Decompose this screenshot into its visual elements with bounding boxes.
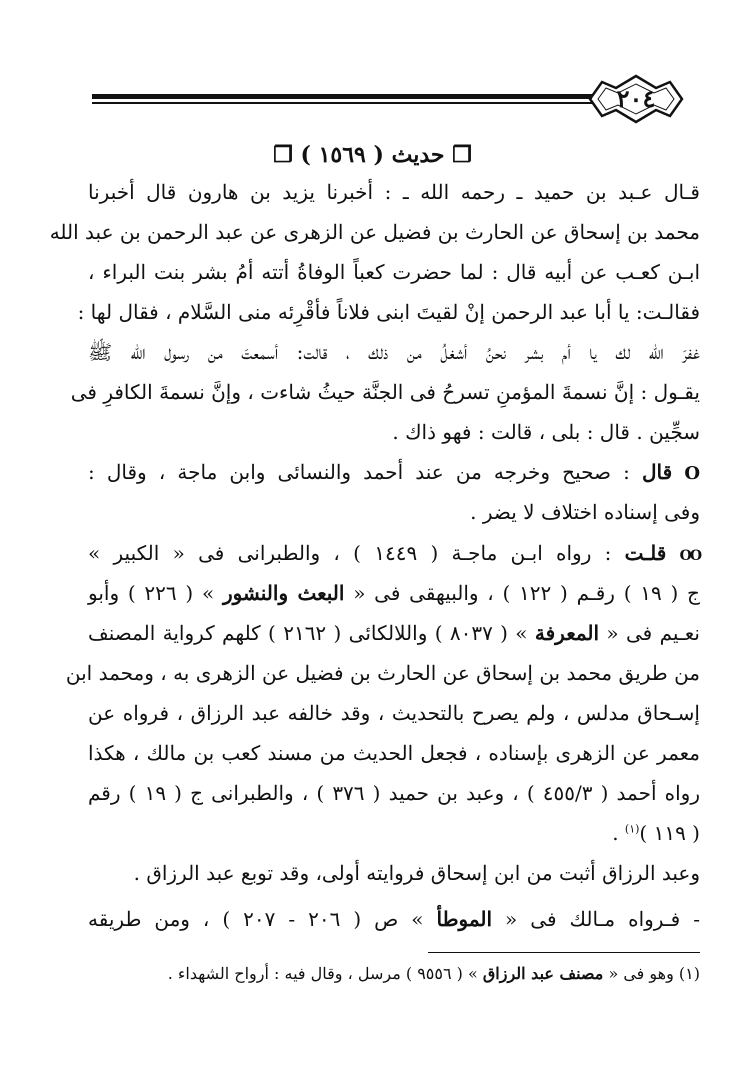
qala-label: قال	[642, 460, 673, 484]
text-segment: » ( ٢٢٦ ) وأبو	[88, 581, 223, 605]
text-line	[88, 613, 700, 653]
text-line: إسـحاق مدلس ، ولم يصرح بالتحديث ، وقد خالفه عبد الرزاق ، فرواه عن	[88, 701, 700, 725]
text-segment: (١) وهو فى «	[603, 964, 700, 983]
text-line	[88, 896, 700, 942]
text-line: معمر عن الزهرى بإسناده ، فجعل الحديث من مسند كعب بن مالك ، هكذا	[88, 741, 700, 765]
page-header	[92, 72, 692, 126]
qultu-text: : رواه ابـن ماجـة ( ١٤٤٩ ) ، والطبرانى فى « الكبير »	[88, 541, 625, 565]
text-segment: ج ( ١٩ ) رقـم ( ١٢٢ ) ، والبيهقى فى «	[344, 581, 700, 605]
continuation-paragraph	[88, 850, 700, 942]
book-title: البعث والنشور	[222, 581, 345, 605]
page-number: ٢٠٤	[616, 84, 656, 113]
bullet-icon: O	[684, 463, 701, 484]
text-line: سجِّين . قال : بلى ، قالت : فهو ذاك .	[392, 420, 700, 444]
text-segment: .	[612, 821, 625, 845]
text-line	[88, 452, 700, 492]
footnote	[88, 954, 700, 994]
text-line	[88, 813, 700, 853]
qala-paragraph	[88, 452, 700, 532]
double-bullet-icon: OO	[679, 548, 701, 564]
text-segment: ( ١١٩ )	[639, 821, 700, 845]
header-rule	[92, 94, 592, 99]
text-line: فقالـت: يا أبا عبد الرحمن إنْ لقيتَ ابنى فلاناً فأقْرِئه منى السَّلام ، فقال لها :	[77, 300, 700, 324]
text-line: رواه أحمد ( ٤٥٥/٣ ) ، وعبد بن حميد ( ٣٧٦ ) ، والطبرانى ج ( ١٩ ) رقم	[88, 781, 700, 805]
text-line: وفى إسناده اختلاف لا يضر .	[470, 500, 700, 524]
book-title: المعرفة	[534, 621, 600, 645]
text-segment: » ( ٩٥٥٦ ) مرسل ، وقال فيه : أرواح الشهداء .	[167, 964, 483, 983]
text-line: من طريق محمد بن إسحاق عن الحارث بن فضيل عن الزهرى به ، ومحمد ابن	[65, 661, 700, 685]
hadith-text	[49, 172, 700, 452]
book-title: مصنف عبد الرزاق	[482, 964, 604, 983]
footnote-marker: (١)	[624, 822, 640, 836]
page-number-badge	[586, 72, 686, 126]
text-segment: » ( ٨٠٣٧ ) واللالكائى ( ٢١٦٢ ) كلهم كرواية المصنف	[88, 621, 535, 645]
qultu-paragraph	[65, 533, 701, 853]
text-line: محمد بن إسحاق عن الحارث بن فضيل عن الزهرى عن عبد الرحمن بن عبد الله	[49, 220, 700, 244]
text-line: يقـول : إنَّ نسمةَ المؤمنِ تسرحُ فى الجنَّة حيثُ شاءت ، وإنَّ نسمةَ الكافرِ فى	[70, 380, 700, 404]
text-segment: - فـرواه مـالك فى «	[492, 907, 700, 931]
header-rule-thin	[92, 102, 592, 104]
text-line	[88, 533, 700, 573]
text-line: غفرَ الله لك يا أم بشر نحنُ أشغلُ من ذلك ، قالت: أسمعتَ من رسول الله ﷺ	[88, 340, 700, 364]
text-line: ابـن كعـب عن أبيه قال : لما حضرت كعباً الوفاةُ أتته أمُ بشر بنت البراء ،	[88, 260, 700, 284]
qultu-label: قلـت	[624, 541, 667, 565]
text-segment: » ص ( ٢٠٦ - ٢٠٧ ) ، ومن طريقه	[88, 907, 437, 931]
text-line: وعبد الرزاق أثبت من ابن إسحاق فروايته أولى، وقد توبع عبد الرزاق .	[133, 861, 700, 885]
text-line	[88, 573, 700, 613]
book-title: الموطأ	[436, 907, 493, 931]
hadith-title: ❐ حديث ( ١٥٦٩ ) ❐	[273, 142, 472, 168]
qala-text: : صحيح وخرجه من عند أحمد والنسائى وابن ماجة ، وقال :	[88, 460, 643, 484]
text-segment: نعـيم فى «	[599, 621, 700, 645]
text-line: قـال عـبد بن حميد ـ رحمه الله ـ : أخبرنا يزيد بن هارون قال أخبرنا	[88, 180, 700, 204]
footnote-divider	[428, 952, 700, 953]
